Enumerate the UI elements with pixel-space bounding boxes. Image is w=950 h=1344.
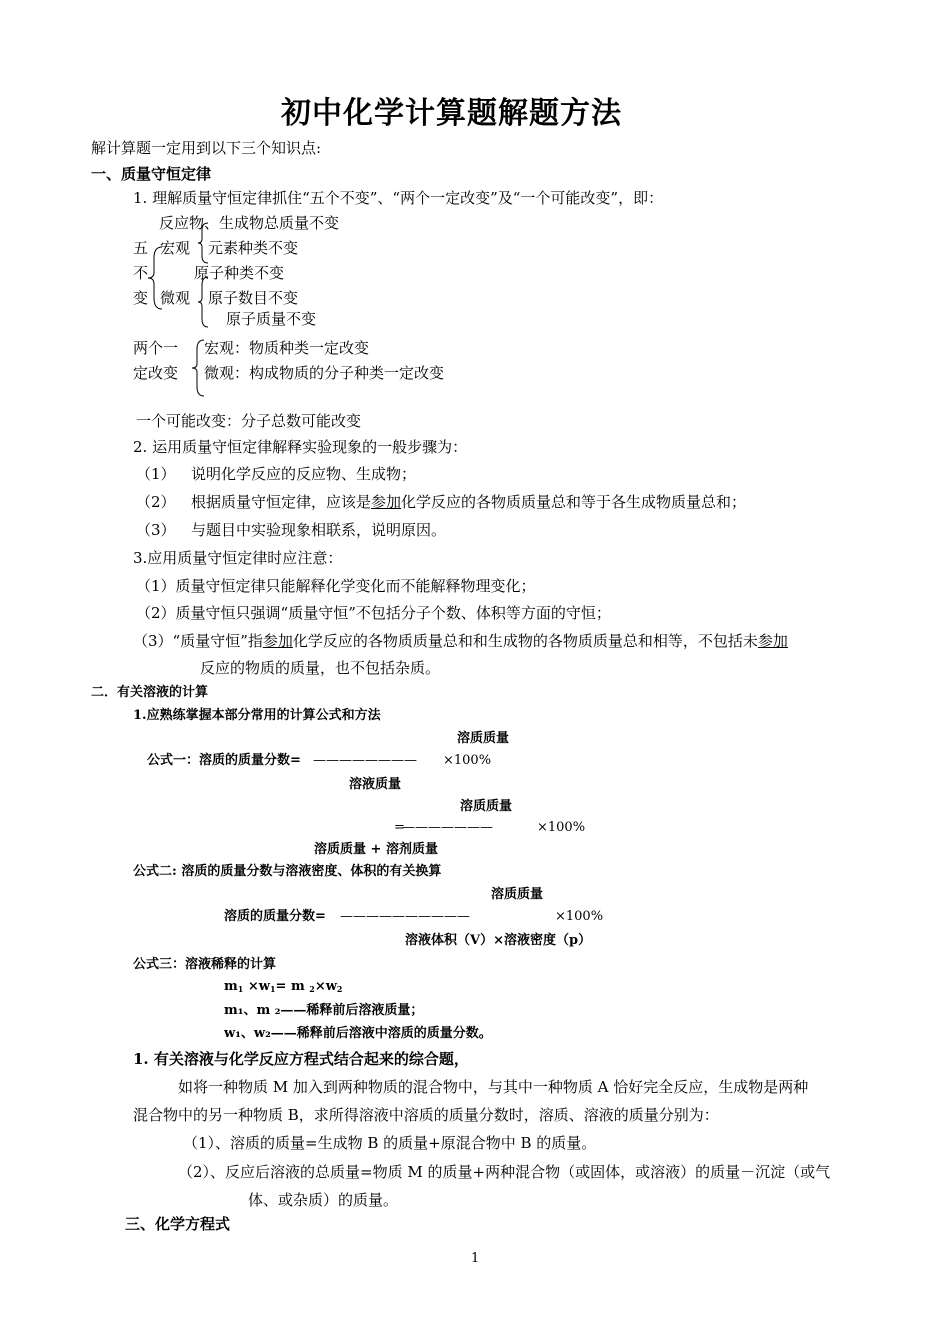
page-number: 1: [471, 1251, 480, 1266]
s2-item-1: 1. 有关溶液与化学反应方程式结合起来的综合题，: [133, 1050, 469, 1068]
five-label-1: 五: [133, 239, 149, 257]
two-item-1: 宏观：物质种类一定改变: [204, 339, 370, 357]
micro-brace: [196, 276, 212, 328]
f1-denominator: 溶液质量: [349, 777, 402, 792]
f2-times: ×100%: [555, 909, 604, 924]
s2-result-1: （1）、溶质的质量=生成物 B 的质量+原混合物中 B 的质量。: [183, 1134, 597, 1152]
f3-m1: m: [224, 979, 238, 994]
note-3-underline-2: 参加: [757, 632, 788, 650]
s1-paragraph-1: 1. 理解质量守恒定律抓住“五个不变”、“两个一定改变”及“一个可能改变”，即：: [133, 189, 664, 207]
f3-sub-1a: 1: [237, 984, 244, 994]
f1b-equals: =: [394, 820, 405, 835]
f3-w1: ×w: [243, 979, 270, 994]
f3-w-definition: w₁、w₂——稀释前后溶液中溶质的质量分数。: [224, 1026, 492, 1041]
one-possible-change: 一个可能改变：分子总数可能改变: [136, 412, 362, 430]
five-item-4: 原子数目不变: [208, 289, 299, 307]
five-item-5: 原子质量不变: [226, 310, 317, 328]
f3-heading: 公式三：溶液稀释的计算: [133, 957, 277, 972]
step-1-num: （1）: [136, 465, 176, 483]
f1-times: ×100%: [443, 753, 492, 768]
section3-heading: 三、化学方程式: [125, 1215, 231, 1233]
f2-fraction-line: ——————————: [340, 909, 470, 924]
s2-para-line-2: 混合物中的另一种物质 B，求所得溶液中溶质的质量分数时，溶质、溶液的质量分别为：: [133, 1106, 719, 1124]
macro-label: 宏观: [160, 239, 191, 257]
f3-m2: = m: [275, 979, 310, 994]
step-2-text-b: 化学反应的各物质质量总和等于各生成物质量总和；: [401, 493, 747, 511]
step-2-text: [191, 493, 746, 511]
intro-text: 解计算题一定用到以下三个知识点:: [91, 139, 322, 157]
f1-numerator: 溶质质量: [457, 731, 510, 746]
two-brace: [190, 339, 208, 397]
f3-sub-2a: 2: [309, 984, 315, 994]
f3-equation: [224, 978, 342, 998]
five-item-1: 反应物、生成物总质量不变: [159, 214, 340, 232]
f2-heading: 公式二: 溶质的质量分数与溶液密度、体积的有关换算: [133, 864, 442, 879]
macro-brace: [196, 222, 212, 264]
note-3-a: （3）“质量守恒”指: [133, 632, 263, 650]
step-3-text: 与题目中实验现象相联系，说明原因。: [191, 521, 447, 539]
s2-result-2a: （2）、反应后溶液的总质量=物质 M 的质量+两种混合物（或固体，或溶液）的质量－沉淀（或气: [178, 1163, 831, 1181]
s2-result-2b: 体、或杂质）的质量。: [248, 1191, 399, 1209]
two-label-2: 定改变: [133, 364, 179, 382]
note-3: [133, 632, 788, 650]
five-label-3: 变: [133, 289, 149, 307]
f2-numerator: 溶质质量: [491, 887, 544, 902]
note-3-continued: 反应的物质的质量，也不包括杂质。: [200, 659, 441, 677]
f1b-fraction-line: ———————: [402, 820, 493, 835]
section1-heading: 一、质量守恒定律: [91, 165, 212, 183]
f2-denominator: 溶液体积（V）×溶液密度（p）: [405, 933, 592, 948]
note-3-b: 化学反应的各物质质量总和和生成物的各物质质量总和相等，不包括未: [292, 632, 758, 650]
note-2: （2）质量守恒只强调“质量守恒”不包括分子个数、体积等方面的守恒；: [136, 604, 611, 622]
five-label-2: 不: [133, 264, 149, 282]
f3-w2: ×w: [314, 979, 337, 994]
s1-paragraph-2: 2. 运用质量守恒定律解释实验现象的一般步骤为：: [133, 438, 468, 456]
step-3-num: （3）: [136, 521, 176, 539]
step-2-text-a: 根据质量守恒定律，应该是: [191, 493, 372, 511]
f1b-numerator: 溶质质量: [460, 799, 513, 814]
f3-sub-2b: 2: [336, 984, 343, 994]
f1b-denominator: 溶质质量 + 溶剂质量: [314, 842, 438, 857]
f3-sub-1b: 1: [269, 984, 276, 994]
page-title: 初中化学计算题解题方法: [281, 96, 622, 131]
f1-fraction-line: ————————: [313, 753, 417, 768]
step-2-num: （2）: [136, 493, 176, 511]
micro-label: 微观: [160, 289, 191, 307]
two-item-2: 微观：构成物质的分子种类一定改变: [204, 364, 445, 382]
five-item-2: 元素种类不变: [208, 239, 299, 257]
step-2-underline: 参加: [371, 493, 402, 511]
five-item-3: 原子种类不变: [194, 264, 285, 282]
step-1-text: 说明化学反应的反应物、生成物；: [191, 465, 417, 483]
two-label-1: 两个一: [133, 339, 179, 357]
s2-para-line-1: 如将一种物质 M 加入到两种物质的混合物中，与其中一种物质 A 恰好完全反应，生成物是两种: [178, 1078, 809, 1096]
note-1: （1）质量守恒定律只能解释化学变化而不能解释物理变化；: [136, 577, 536, 595]
f1b-times: ×100%: [537, 820, 586, 835]
s1-paragraph-3: 3.应用质量守恒定律时应注意：: [133, 549, 343, 567]
five-brace: [146, 246, 166, 310]
f2-label: 溶质的质量分数=: [224, 909, 326, 924]
section2-heading: 二．有关溶液的计算: [91, 685, 209, 700]
note-3-underline-1: 参加: [262, 632, 293, 650]
s2-subheading: 1.应熟练掌握本部分常用的计算公式和方法: [133, 708, 381, 723]
f1-label: 公式一：溶质的质量分数=: [147, 753, 301, 768]
f3-m-definition: m₁、m ₂——稀释前后溶液质量；: [224, 1003, 424, 1018]
